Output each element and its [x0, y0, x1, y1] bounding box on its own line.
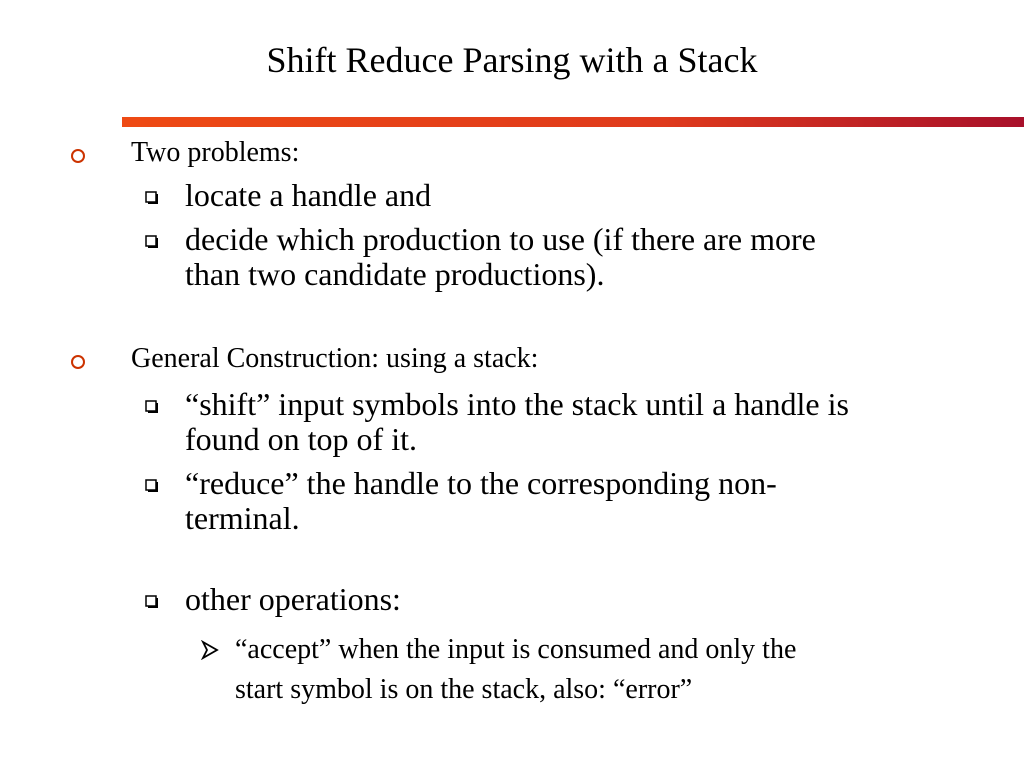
- sub-list-item-continuation: start symbol is on the stack, also: “error”: [235, 674, 693, 705]
- square-bullet-icon: [145, 191, 159, 205]
- list-item-continuation: than two candidate productions).: [185, 256, 605, 292]
- square-bullet-icon: [145, 595, 159, 609]
- sub-list-item: “accept” when the input is consumed and only the: [235, 634, 797, 665]
- circle-bullet-icon: [70, 148, 86, 164]
- list-item: other operations:: [185, 581, 401, 617]
- circle-bullet-icon: [70, 354, 86, 370]
- list-item: locate a handle and: [185, 177, 432, 213]
- section-heading: Two problems:: [131, 137, 300, 168]
- list-item: “reduce” the handle to the corresponding non-: [185, 465, 777, 501]
- slide-title: Shift Reduce Parsing with a Stack: [266, 40, 758, 80]
- square-bullet-icon: [145, 400, 159, 414]
- square-bullet-icon: [145, 479, 159, 493]
- list-item: “shift” input symbols into the stack until a handle is: [185, 386, 849, 422]
- square-bullet-icon: [145, 235, 159, 249]
- section-heading: General Construction: using a stack:: [131, 343, 539, 374]
- list-item: decide which production to use (if there are more: [185, 221, 816, 257]
- arrowhead-bullet-icon: [200, 640, 220, 660]
- title-underline-bar: [122, 117, 1024, 127]
- list-item-continuation: found on top of it.: [185, 421, 417, 457]
- list-item-continuation: terminal.: [185, 500, 300, 536]
